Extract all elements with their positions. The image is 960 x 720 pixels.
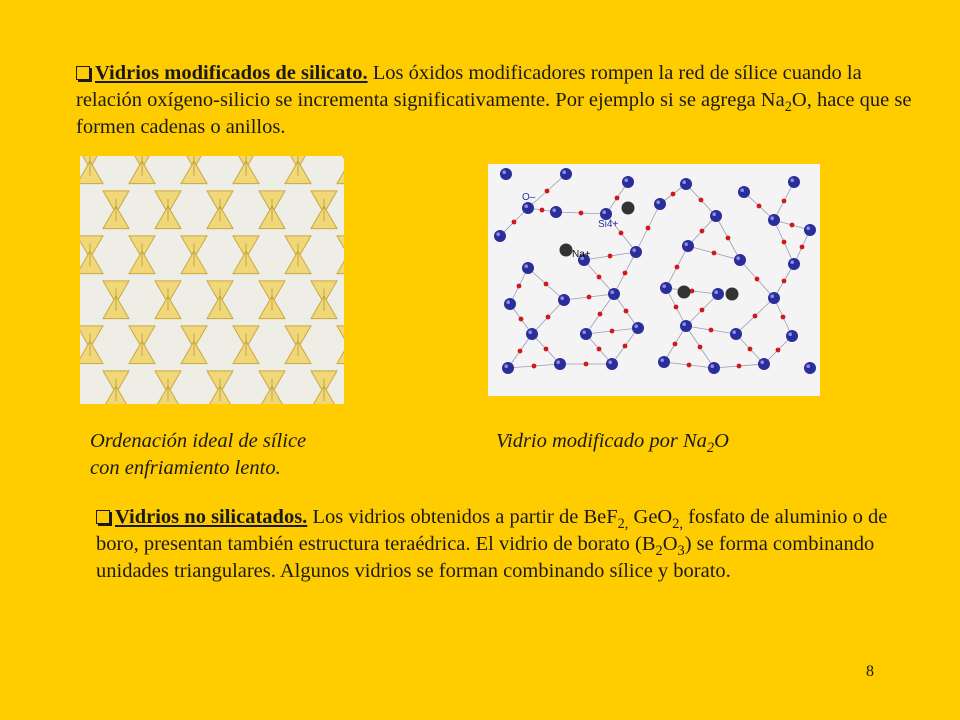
oxygen-atom [610,329,615,334]
oxygen-atom [540,208,545,213]
silicon-atom [660,282,672,294]
modified-glass-network-image [488,164,820,396]
subscript: 2 [655,543,663,560]
oxygen-atom [584,362,589,367]
oxygen-atom [512,220,517,225]
oxygen-atom [737,364,742,369]
oxygen-atom [675,265,680,270]
oxygen-atom [687,363,692,368]
oxygen-atom [608,254,613,259]
oxygen-atom [726,236,731,241]
checkbox-bullet-icon [96,510,110,524]
text-non-silicate-5: ) se forma combinando unidades triangulares. Algunos vidrios se forman combinando sílice y borato. [96,533,875,582]
atom-highlight [740,188,744,192]
text-non-silicate-3: fosfato de aluminio o de boro, presentan también estructura teraédrica. El vidrio de borato (B [96,506,888,555]
silicon-atom [522,202,534,214]
tetrahedron-shape [337,326,344,349]
subscript: 2, [617,516,629,533]
oxygen-atom [517,284,522,289]
sodium-atom [622,202,635,215]
silicon-atom [682,240,694,252]
oxygen-atom [755,277,760,282]
oxygen-atom [782,279,787,284]
oxygen-atom [619,231,624,236]
oxygen-atom [532,364,537,369]
oxygen-atom [712,251,717,256]
sodium-atom [726,288,739,301]
silicon-atom [504,298,516,310]
silicon-atom [560,168,572,180]
heading-non-silicate: Vidrios no silicatados. [115,506,308,528]
oxygen-atom [699,198,704,203]
sodium-atom [678,286,691,299]
atom-highlight [524,204,528,208]
page-number: 8 [866,663,874,680]
oxygen-atom [698,345,703,350]
silicon-atom [550,206,562,218]
tetrahedron-shape [80,161,103,184]
atom-highlight [684,242,688,246]
silicon-atom [730,328,742,340]
silicon-atom [580,328,592,340]
tetrahedron-shape [337,236,344,259]
silicon-atom [630,246,642,258]
silicon-label: Si4+ [598,219,619,230]
atom-highlight [660,358,664,362]
tetrahedron-shape [337,341,344,364]
silicon-atom [804,224,816,236]
sodium-label: Na+ [572,249,591,260]
atom-highlight [556,360,560,364]
atom-highlight [506,300,510,304]
silicon-atom [708,362,720,374]
atom-highlight [710,364,714,368]
oxygen-atom [623,271,628,276]
oxygen-atom [673,342,678,347]
atom-highlight [610,290,614,294]
caption-modified-glass [496,428,856,455]
atom-highlight [788,332,792,336]
oxygen-atom [579,211,584,216]
oxygen-atom [598,312,603,317]
caption-ideal-silica-line2: con enfriamiento lento. [90,457,281,479]
oxygen-atom [782,240,787,245]
oxygen-atom [748,347,753,352]
atom-highlight [712,212,716,216]
atom-highlight [662,284,666,288]
silicon-atom [500,168,512,180]
silicon-atom [502,362,514,374]
subscript: 2 [784,99,792,116]
silicon-atom [606,358,618,370]
atom-highlight [528,330,532,334]
oxygen-atom [544,347,549,352]
silicon-atom [804,362,816,374]
silicon-atom [680,178,692,190]
atom-highlight [732,330,736,334]
silicon-atom [658,356,670,368]
paragraph-non-silicate [96,504,896,585]
silicon-atom [758,358,770,370]
atom-highlight [608,360,612,364]
oxygen-atom [800,245,805,250]
text-modified-silicate-1: Los óxidos modificadores rompen la red de sílice cuando la relación oxígeno-silicio se incrementa significativamente. Por ejemplo si se agrega Na [76,62,862,111]
atom-highlight [634,324,638,328]
silicon-atom [788,176,800,188]
caption-modified-glass-text: Vidrio modificado por Na [496,430,707,452]
oxygen-atom [674,305,679,310]
silicon-atom [712,288,724,300]
atom-highlight [760,360,764,364]
tetrahedron-shape [337,156,344,168]
oxygen-atom [597,347,602,352]
atom-highlight [806,364,810,368]
atom-highlight [624,178,628,182]
silicon-atom [788,258,800,270]
silicon-atom [558,294,570,306]
oxygen-atom [646,226,651,231]
tetrahedra-network-illustration [80,156,344,404]
caption-modified-glass-end: O [714,430,729,452]
atoms [494,168,816,374]
paragraph-modified-silicate [76,60,916,141]
atom-highlight [770,216,774,220]
oxygen-atom [546,315,551,320]
atom-highlight [602,210,606,214]
oxygen-atom [781,315,786,320]
atom-highlight [632,248,636,252]
oxygen-atom [519,317,524,322]
silicon-atom [654,198,666,210]
text-non-silicate-1: Los vidrios obtenidos a partir de BeF [307,506,618,528]
silicon-atom [632,322,644,334]
oxygen-atom [776,348,781,353]
oxygen-atom [623,344,628,349]
silicon-atom [738,186,750,198]
oxygen-atom [753,314,758,319]
silicon-atom [526,328,538,340]
atom-highlight [770,294,774,298]
atom-highlight [562,170,566,174]
heading-modified-silicate: Vidrios modificados de silicato. [95,62,368,84]
atom-highlight [582,330,586,334]
tetrahedron-shape [337,251,344,274]
oxygen-atom [709,328,714,333]
silicon-atom [710,210,722,222]
tetrahedron-shape [337,161,344,184]
checkbox-bullet-icon [76,66,90,80]
caption-subscript: 2 [706,440,715,457]
atom-highlight [504,364,508,368]
atom-highlight [714,290,718,294]
atom-highlight [502,170,506,174]
text-non-silicate-2: GeO [628,506,673,528]
oxygen-atom [700,308,705,313]
silicon-atom [522,262,534,274]
oxygen-atom [587,295,592,300]
silicon-atom [554,358,566,370]
tetrahedron-shape [80,341,103,364]
atom-highlight [682,322,686,326]
oxygen-atom [544,282,549,287]
silicon-atom [622,176,634,188]
subscript: 3 [677,543,685,560]
oxygen-atom [782,199,787,204]
atom-highlight [656,200,660,204]
oxygen-label: O– [522,192,536,203]
caption-ideal-silica [90,428,390,482]
oxygen-atom [624,309,629,314]
oxygen-atom [790,223,795,228]
sodium-atom [560,244,573,257]
caption-ideal-silica-line1: Ordenación ideal de sílice [90,430,307,452]
text-non-silicate-4: O [662,533,678,555]
oxygen-atom [615,196,620,201]
oxygen-atom [545,189,550,194]
silicon-atom [768,214,780,226]
silicon-atom [768,292,780,304]
atom-highlight [682,180,686,184]
oxygen-atom [518,349,523,354]
atom-highlight [524,264,528,268]
oxygen-atom [700,229,705,234]
oxygen-atom [671,192,676,197]
oxygen-atom [757,204,762,209]
silicon-atom [786,330,798,342]
silica-ideal-network-image [80,156,344,404]
atom-highlight [560,296,564,300]
atom-network-illustration [488,164,820,396]
atom-highlight [790,178,794,182]
subscript: 2, [672,516,683,533]
silicon-atom [680,320,692,332]
atom-highlight [790,260,794,264]
text-modified-silicate-2: O, hace que se formen cadenas o anillos. [76,89,912,138]
atom-highlight [806,226,810,230]
atom-highlight [496,232,500,236]
silicon-atom [494,230,506,242]
atom-highlight [736,256,740,260]
silicon-atom [608,288,620,300]
silicon-atom [734,254,746,266]
tetrahedron-shape [80,251,103,274]
oxygen-atom [597,275,602,280]
atom-highlight [552,208,556,212]
